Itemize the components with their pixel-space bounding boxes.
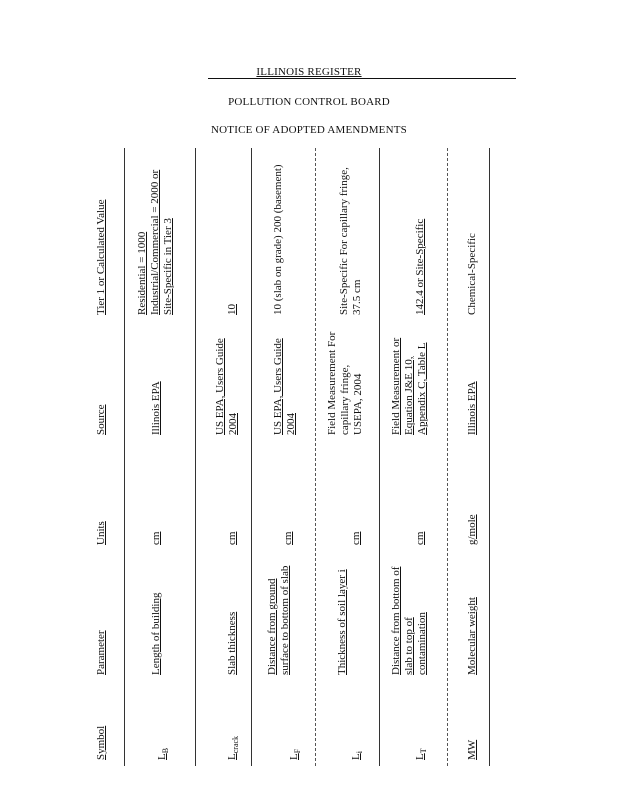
col-header-units: Units xyxy=(95,521,107,545)
cell-parameter: Length of building xyxy=(150,592,162,675)
col-header-symbol: Symbol xyxy=(95,725,107,760)
cell-parameter: Molecular weight xyxy=(466,597,478,675)
cell-symbol: $L_i$ xyxy=(350,751,365,760)
cell-symbol: MW xyxy=(466,739,478,760)
cell-source: US EPA, Users Guide 2004 xyxy=(214,338,239,435)
cell-units: cm xyxy=(282,531,294,545)
header-board: POLLUTION CONTROL BOARD xyxy=(228,96,390,108)
cell-source: Field Measurement For capillary fringe, USEPA, 2004 xyxy=(326,331,364,435)
row-separator xyxy=(124,148,125,766)
rotated-table-area xyxy=(89,148,491,766)
header-register: ILLINOIS REGISTER xyxy=(256,66,362,78)
row-separator xyxy=(195,148,196,766)
row-separator xyxy=(315,148,316,766)
col-header-value: Tier 1 or Calculated Value xyxy=(95,199,107,315)
cell-units: cm xyxy=(350,531,362,545)
row-separator xyxy=(251,148,252,766)
table-row xyxy=(451,148,489,766)
cell-value: Chemical-Specific xyxy=(466,233,478,315)
cell-units: cm xyxy=(414,531,426,545)
table-row xyxy=(319,148,379,766)
parameter-table xyxy=(89,148,491,766)
cell-value: Residential = 1000 Industrial/Commercial = 2000 or Site-Specific in Tier 3 xyxy=(136,169,174,315)
table-header-row xyxy=(89,148,119,766)
cell-parameter: Distance from bottom of slab to top of contamination xyxy=(390,566,428,675)
cell-value: 10 (slab on grade) 200 (basement) xyxy=(272,164,284,315)
row-separator xyxy=(447,148,448,766)
cell-source: US EPA, Users Guide 2004 xyxy=(272,338,297,435)
cell-value: Site-Specific For capillary fringe, 37.5 cm xyxy=(338,167,363,315)
col-header-parameter: Parameter xyxy=(95,630,107,675)
cell-symbol: $L_B$ xyxy=(156,747,171,760)
header-notice: NOTICE OF ADOPTED AMENDMENTS xyxy=(211,124,407,136)
cell-symbol: $L_T$ xyxy=(414,748,429,760)
cell-parameter: Slab thickness xyxy=(226,611,238,675)
cell-units: cm xyxy=(150,531,162,545)
cell-source: Illinois EPA xyxy=(466,381,478,435)
table-row xyxy=(199,148,251,766)
cell-symbol: $L_{crack}$ xyxy=(226,735,241,760)
table-row xyxy=(255,148,315,766)
cell-value: 10 xyxy=(226,304,238,315)
cell-source: Field Measurement or Equation J&E 10, Appendix C, Table L xyxy=(390,337,428,435)
cell-value: 142.4 or Site-Specific xyxy=(414,218,426,315)
table-row xyxy=(129,148,195,766)
cell-parameter: Distance from ground surface to bottom of slab xyxy=(266,565,291,675)
row-separator xyxy=(379,148,380,766)
cell-source: Illinois EPA xyxy=(150,381,162,435)
cell-symbol: $L_F$ xyxy=(288,748,303,760)
table-row xyxy=(383,148,447,766)
col-header-source: Source xyxy=(95,404,107,435)
header-rule xyxy=(208,78,516,79)
cell-parameter: Thickness of soil layer i xyxy=(336,569,348,675)
cell-units: g/mole xyxy=(466,514,478,545)
table-right-border xyxy=(489,148,490,766)
cell-units: cm xyxy=(226,531,238,545)
